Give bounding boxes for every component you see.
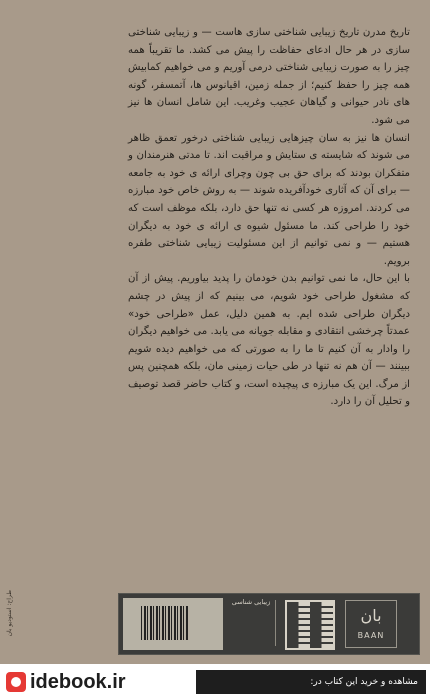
publisher-logo	[345, 600, 397, 648]
divider	[275, 600, 276, 646]
blurb-text	[128, 24, 410, 411]
publisher-panel	[118, 593, 420, 655]
brand-link[interactable]	[6, 670, 126, 694]
footer-tagline: مشاهده و خرید این کتاب در:	[196, 670, 426, 694]
blurb-paragraph: با این حال، ما نمی توانیم بدن خودمان را پدید بیاوریم. پیش از آن که مشغول طراحی خود شویم، می بینیم که از پیش در چشم دیگران طراحی شده ایم. به همین دلیل، عمل «طراحی خود» عمدتاً چرخشی انتقادی و مقابله جویانه می یابد. می خواهیم دیگران را وادار به آن کنیم تا ما را به صورتی که می خواهیم دیده شویم ببینند — آن هم نه تنها در طی حیات زمینی مان، بلکه همچنین پس از مرگ. این یک مبارزه ی پیچیده است، و کتاب حاضر قصد توصیف و تحلیل آن را دارد.	[128, 273, 410, 408]
designer-credit: طراح: استودیو بان	[6, 590, 13, 637]
barcode	[123, 598, 223, 650]
brand-name: idebook.ir	[30, 670, 126, 693]
series-label: زیبایی شناسی	[231, 598, 271, 606]
publisher-mark: بان	[360, 606, 382, 625]
qr-code-icon	[285, 600, 335, 650]
blurb-paragraph: تاریخ مدرن تاریخ زیبایی شناختی سازی هاست — و زیبایی شناختی سازی در هر حال ادعای حفاظت را پیش می کشد. ما تقریباً همه چیز را به صورت زیبایی شناختی درمی آوریم و می خواهیم کمابیش همه چیز را حفظ کنیم؛ از جمله زمین، اقیانوس ها، آتمسفر، گونه های نادر حیوانی و گیاهان عجیب وغریب. این شامل انسان ها نیز می شود.	[128, 27, 410, 126]
barcode-icon	[141, 606, 189, 640]
publisher-logo-text: BAAN	[357, 631, 385, 640]
promo-footer[interactable]	[0, 664, 430, 700]
idebook-logo-icon	[6, 672, 26, 692]
blurb-paragraph: انسان ها نیز به سان چیزهایی زیبایی شناختی درخور تعمق ظاهر می شوند که شایسته ی ستایش و مراقبت اند. تا مدتی هنرمندان و متفکران بودند که برای حق بی چون وچرای ارائه ی خود به جامعه — برای آن که آثاری خودآفریده شوند — به روش خاص خود مبارزه می کردند. امروزه هر کسی نه تنها حق دارد، بلکه موظف است که خود را طراحی کند. ما مسئول شیوه ی ارائه ی خود به دیگران هستیم — و نمی توانیم از این مسئولیت زیبایی شناختی طفره برویم.	[128, 132, 410, 267]
